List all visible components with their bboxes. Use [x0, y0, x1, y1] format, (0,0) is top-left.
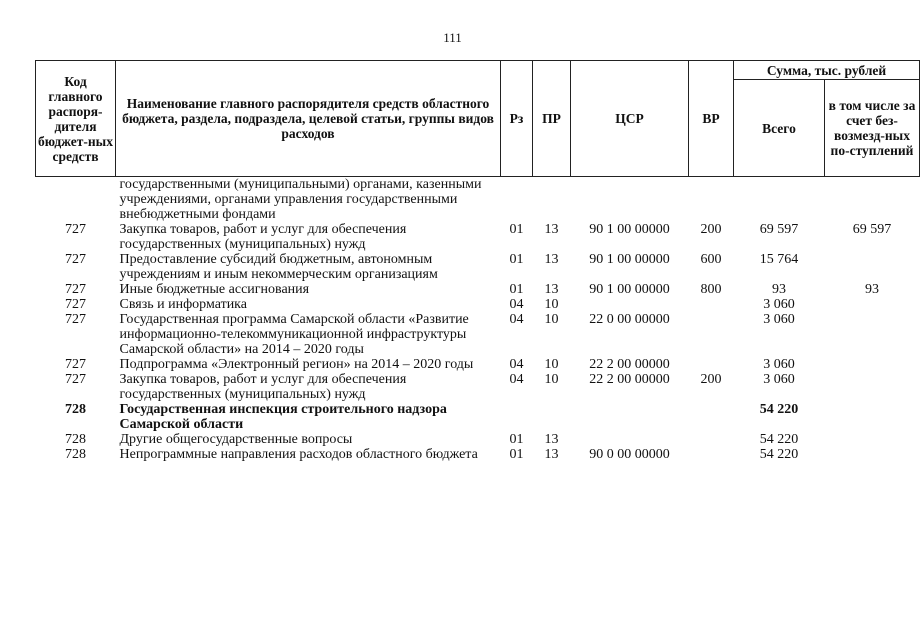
cell-rz: 01: [509, 252, 524, 267]
cell-csr: 90 1 00 00000: [589, 222, 670, 237]
cell-name: Государственная программа Самарской области «Развитие информационно-телекоммуникационной инфраструктуры Самарской области» на 2014 – 2020 годы: [119, 312, 469, 357]
cell-total: 93: [772, 282, 786, 297]
header-total: Всего: [734, 80, 825, 177]
cell-free: [825, 432, 920, 447]
cell-name: Государственная инспекция строительного надзора Самарской области: [119, 402, 447, 432]
cell-csr: [571, 177, 689, 223]
table-row: [36, 252, 920, 282]
cell-rz: 01: [509, 432, 524, 447]
table-row: [36, 222, 920, 252]
header-code: Код главного распоря-дителя бюджет-ных средств: [36, 61, 116, 177]
page-number: 111: [443, 30, 462, 45]
cell-rz: 04: [509, 372, 524, 387]
cell-vr: [689, 177, 734, 223]
cell-name: Связь и информатика: [119, 297, 247, 312]
cell-total: [734, 177, 825, 223]
cell-vr: [689, 432, 734, 447]
cell-rz: 01: [509, 447, 524, 462]
cell-name: Подпрограмма «Электронный регион» на 2014 – 2020 годы: [119, 357, 474, 372]
cell-name: Непрограммные направления расходов областного бюджета: [119, 447, 478, 462]
cell-vr: 200: [700, 222, 722, 237]
cell-total: 69 597: [759, 222, 799, 237]
header-free: в том числе за счет без-возмезд-ных по-ступлений: [825, 80, 920, 177]
cell-code: [36, 177, 116, 223]
cell-free: [825, 402, 920, 432]
cell-code: 728: [65, 402, 86, 417]
cell-code: 727: [65, 357, 86, 372]
cell-total: 3 060: [763, 372, 795, 387]
cell-rz: [501, 177, 533, 223]
cell-pr: 10: [544, 372, 559, 387]
cell-free: [825, 372, 920, 402]
table-row: [36, 282, 920, 297]
table-header: [36, 61, 920, 177]
table-body: [36, 177, 920, 463]
cell-csr: [571, 432, 689, 447]
cell-total: 3 060: [763, 312, 795, 327]
cell-pr: 10: [544, 357, 559, 372]
header-pr: ПР: [533, 61, 571, 177]
cell-free: [825, 312, 920, 357]
cell-name: Другие общегосударственные вопросы: [119, 432, 353, 447]
cell-rz: [501, 402, 533, 432]
cell-pr: 10: [544, 297, 559, 312]
cell-csr: 22 2 00 00000: [589, 372, 670, 387]
cell-total: 3 060: [763, 297, 795, 312]
header-csr: ЦСР: [571, 61, 689, 177]
cell-vr: 600: [700, 252, 722, 267]
cell-code: 727: [65, 222, 86, 237]
cell-code: 727: [65, 372, 86, 387]
cell-free: [825, 177, 920, 223]
cell-free: [825, 357, 920, 372]
cell-rz: 01: [509, 222, 524, 237]
cell-name: Иные бюджетные ассигнования: [119, 282, 310, 297]
cell-total: 3 060: [763, 357, 795, 372]
cell-free: [825, 297, 920, 312]
cell-code: 727: [65, 312, 86, 327]
cell-csr: [571, 297, 689, 312]
cell-free: [825, 252, 920, 282]
cell-vr: [689, 402, 734, 432]
header-vr: ВР: [689, 61, 734, 177]
cell-name: Закупка товаров, работ и услуг для обеспечения государственных (муниципальных) нужд: [119, 372, 407, 402]
cell-free: 69 597: [852, 222, 892, 237]
cell-total: 15 764: [759, 252, 799, 267]
cell-rz: 04: [509, 297, 524, 312]
cell-pr: 13: [544, 252, 559, 267]
cell-csr: [571, 402, 689, 432]
cell-total: 54 220: [759, 432, 799, 447]
cell-total: 54 220: [759, 402, 799, 417]
cell-free: 93: [865, 282, 879, 297]
header-name: Наименование главного распорядителя средств областного бюджета, раздела, подраздела, целевой статьи, группы видов расходов: [116, 61, 501, 177]
cell-pr: 13: [544, 447, 559, 462]
cell-pr: [533, 402, 571, 432]
budget-table: [35, 60, 920, 462]
cell-name: Предоставление субсидий бюджетным, автономным учреждениям и иным некоммерческим организациям: [119, 252, 438, 282]
cell-vr: [689, 447, 734, 462]
cell-vr: 200: [700, 372, 722, 387]
cell-rz: 04: [509, 357, 524, 372]
cell-vr: 800: [700, 282, 722, 297]
cell-code: 728: [65, 447, 86, 462]
cell-vr: [689, 312, 734, 357]
cell-pr: 13: [544, 222, 559, 237]
header-sum: Сумма, тыс. рублей: [734, 61, 920, 80]
cell-rz: 04: [509, 312, 524, 327]
cell-csr: 90 1 00 00000: [589, 252, 670, 267]
table-row: [36, 402, 920, 432]
cell-free: [825, 447, 920, 462]
table-row: [36, 177, 920, 223]
cell-rz: 01: [509, 282, 524, 297]
cell-pr: 13: [544, 282, 559, 297]
header-rz: Рз: [501, 61, 533, 177]
cell-pr: 13: [544, 432, 559, 447]
cell-code: 728: [65, 432, 86, 447]
table-row: [36, 312, 920, 357]
cell-code: 727: [65, 282, 86, 297]
cell-csr: 22 2 00 00000: [589, 357, 670, 372]
table-row: [36, 447, 920, 462]
cell-csr: 22 0 00 00000: [589, 312, 670, 327]
cell-name: Закупка товаров, работ и услуг для обеспечения государственных (муниципальных) нужд: [119, 222, 407, 252]
cell-total: 54 220: [759, 447, 799, 462]
table-row: [36, 297, 920, 312]
cell-csr: 90 0 00 00000: [589, 447, 670, 462]
cell-pr: 10: [544, 312, 559, 327]
table-row: [36, 432, 920, 447]
cell-vr: [689, 297, 734, 312]
cell-pr: [533, 177, 571, 223]
cell-csr: 90 1 00 00000: [589, 282, 670, 297]
cell-code: 727: [65, 252, 86, 267]
table-row: [36, 357, 920, 372]
cell-code: 727: [65, 297, 86, 312]
table-row: [36, 372, 920, 402]
cell-name: государственными (муниципальными) органами, казенными учреждениями, органами управления государственными внебюджетными фондами: [119, 177, 482, 222]
cell-vr: [689, 357, 734, 372]
